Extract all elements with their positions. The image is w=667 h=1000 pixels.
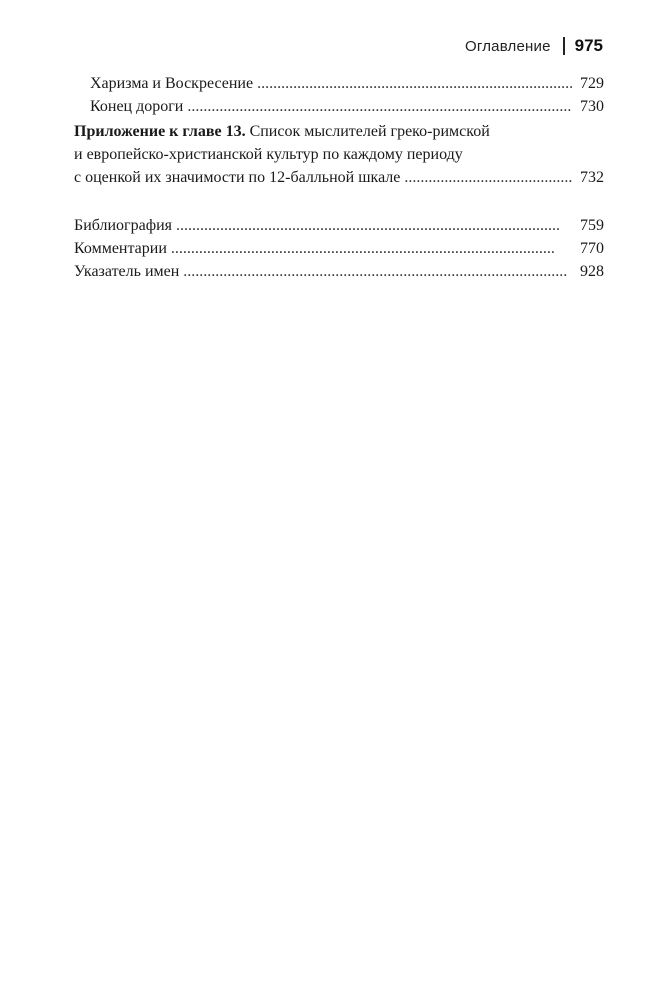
dot-leader xyxy=(187,95,572,118)
running-header xyxy=(465,36,603,56)
dot-leader xyxy=(171,237,572,260)
toc-entry-page: 770 xyxy=(580,240,604,257)
toc-entry[interactable] xyxy=(74,95,604,118)
page-number: 975 xyxy=(574,36,603,55)
header-separator xyxy=(563,37,565,55)
dot-leader xyxy=(176,214,572,237)
toc-entry-title: Комментарии xyxy=(74,240,167,257)
appendix-title-start: Список мыслителей греко-римской xyxy=(245,123,490,140)
section-gap xyxy=(74,189,604,214)
appendix-line-1 xyxy=(74,120,604,143)
appendix-line-2: и европейско-христианской культур по каждому периоду xyxy=(74,146,463,163)
appendix-title-end: с оценкой их значимости по 12-балльной шкале xyxy=(74,169,401,186)
appendix-label: Приложение к главе 13. xyxy=(74,123,246,140)
appendix-line-3 xyxy=(74,166,604,189)
toc-entry[interactable] xyxy=(74,214,604,237)
toc-entry-title: Харизма и Воскресение xyxy=(90,75,254,92)
toc-entry-page: 928 xyxy=(580,263,604,280)
table-of-contents xyxy=(74,72,604,283)
toc-entry-appendix[interactable] xyxy=(74,120,604,189)
dot-leader xyxy=(183,260,572,283)
toc-entry[interactable] xyxy=(74,72,604,95)
toc-entry-page: 732 xyxy=(580,169,604,186)
dot-leader xyxy=(257,72,572,95)
toc-entry[interactable] xyxy=(74,260,604,283)
dot-leader xyxy=(404,166,572,189)
toc-entry-page: 730 xyxy=(580,98,604,115)
toc-entry-title: Конец дороги xyxy=(90,98,184,115)
toc-entry-page: 759 xyxy=(580,217,604,234)
toc-entry[interactable] xyxy=(74,237,604,260)
toc-entry-title: Указатель имен xyxy=(74,263,180,280)
running-title: Оглавление xyxy=(464,37,551,55)
toc-entry-page: 729 xyxy=(580,75,604,92)
toc-entry-title: Библиография xyxy=(74,217,172,234)
